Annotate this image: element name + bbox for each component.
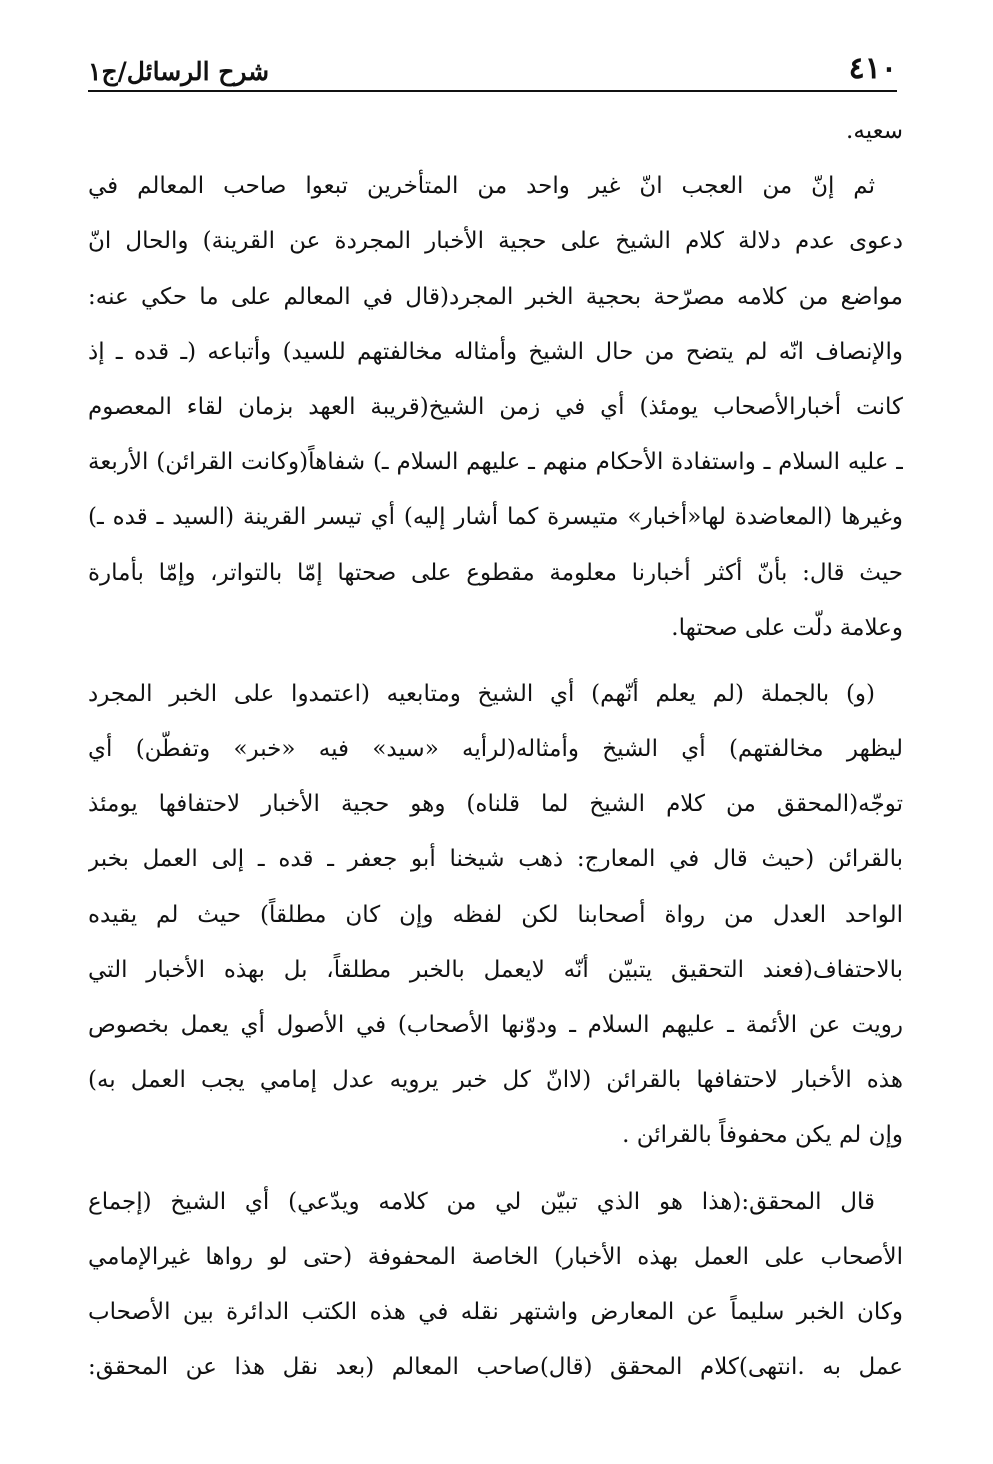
- paragraph-2: [88, 159, 903, 656]
- paragraph-3: [88, 667, 903, 1164]
- page-header: [88, 40, 897, 92]
- text-line: دعوى عدم دلالة كلام الشيخ على حجية الأخبار المجردة عن القرينة) والحال انّ: [88, 228, 903, 255]
- text-line: توجّه(المحقق من كلام الشيخ لما قلناه) وهو حجية الأخبار لاحتفافها يومئذ: [88, 791, 903, 818]
- text-line: مواضع من كلامه مصرّحة بحجية الخبر المجرد(قال في المعالم على ما حكي عنه:: [88, 283, 903, 310]
- text-line: سعيه.: [846, 118, 903, 144]
- text-line: هذه الأخبار لاحتفافها بالقرائن (لاانّ كل خبر يرويه عدل إمامي يجب العمل به): [88, 1067, 903, 1094]
- text-line: والإنصاف انّه لم يتضح من حال الشيخ وأمثاله مخالفتهم للسيد) وأتباعه (ـ قده ـ إذ: [88, 338, 903, 365]
- text-line: الواحد العدل من رواة أصحابنا لكن لفظه وإن كان مطلقاً) حيث لم يقيده: [88, 901, 903, 928]
- paragraph-4: [88, 1175, 903, 1396]
- text-line: قال المحقق:(هذا هو الذي تبيّن لي من كلامه ويدّعي) أي الشيخ (إجماع: [88, 1188, 875, 1215]
- text-line: وكان الخبر سليماً عن المعارض واشتهر نقله في هذه الكتب الدائرة بين الأصحاب: [88, 1298, 903, 1325]
- text-line: الأصحاب على العمل بهذه الأخبار) الخاصة المحفوفة (حتى لو رواها غيرالإمامي: [88, 1243, 903, 1270]
- text-line: رويت عن الأئمة ـ عليهم السلام ـ ودوّنها الأصحاب) في الأصول أي يعمل بخصوص: [88, 1012, 903, 1038]
- page-number: ٤١٠: [848, 51, 897, 86]
- text-line: بالاحتفاف(فعند التحقيق يتبيّن أنّه لايعمل بالخبر مطلقاً، بل بهذه الأخبار التي: [88, 956, 903, 983]
- text-line: حيث قال: بأنّ أكثر أخبارنا معلومة مقطوع على صحتها إمّا بالتواتر، وإمّا بأمارة: [88, 559, 903, 586]
- text-line: بالقرائن (حيث قال في المعارج: ذهب شيخنا أبو جعفر ـ قده ـ إلى العمل بخبر: [88, 846, 903, 873]
- text-line: وغيرها (المعاضدة لها«أخبار» متيسرة كما أشار إليه) أي تيسر القرينة (السيد ـ قده ـ): [88, 504, 903, 531]
- running-title: شرح الرسائل/ج١: [88, 57, 270, 86]
- text-line: ثم إنّ من العجب انّ غير واحد من المتأخرين تبعوا صاحب المعالم في: [88, 173, 875, 200]
- paragraph-1: [88, 104, 903, 159]
- text-line: وإن لم يكن محفوفاً بالقرائن .: [622, 1122, 903, 1149]
- page-body: [88, 104, 903, 1395]
- text-line: (و) بالجملة (لم يعلم أنّهم) أي الشيخ ومتابعيه (اعتمدوا على الخبر المجرد: [88, 680, 875, 707]
- text-line: عمل به .انتهى)كلام المحقق (قال)صاحب المعالم (بعد نقل هذا عن المحقق:: [88, 1354, 903, 1381]
- text-line: ـ عليه السلام ـ واستفادة الأحكام منهم ـ عليهم السلام ـ) شفاهاً(وكانت القرائن) الأربعة: [88, 449, 903, 476]
- text-line: كانت أخبارالأصحاب يومئذ) أي في زمن الشيخ(قريبة العهد بزمان لقاء المعصوم: [88, 393, 903, 420]
- text-line: ليظهر مخالفتهم) أي الشيخ وأمثاله(لرأيه «سيد» فيه «خبر» وتفطّن) أي: [88, 736, 903, 763]
- text-line: وعلامة دلّت على صحتها.: [671, 614, 903, 641]
